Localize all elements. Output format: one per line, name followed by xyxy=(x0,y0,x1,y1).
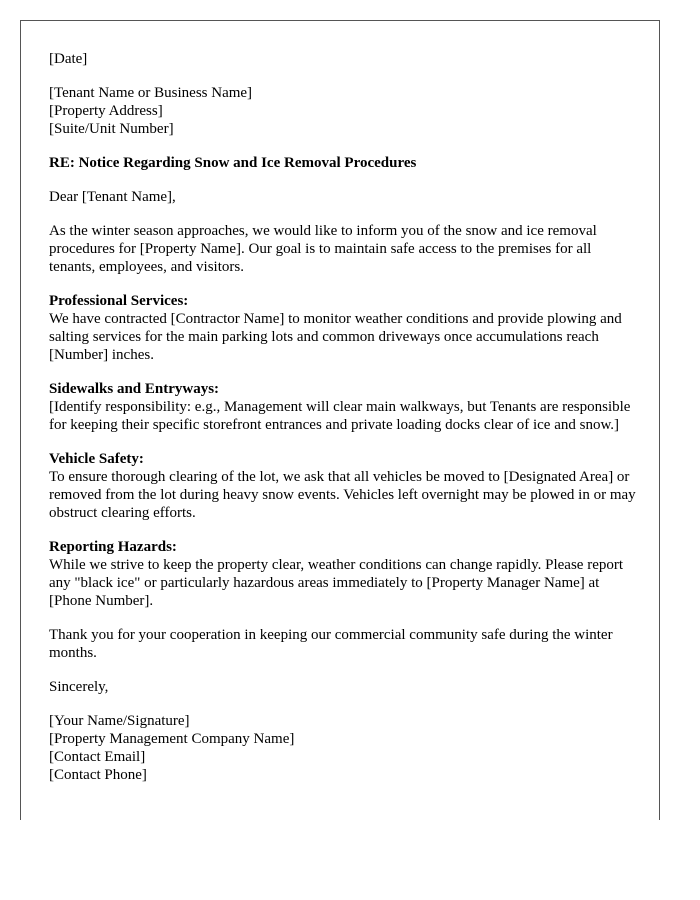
section-heading: Professional Services: xyxy=(49,293,189,309)
subject-block xyxy=(49,154,641,172)
section-body: [Identify responsibility: e.g., Management will clear main walkways, but Tenants are responsible for keeping their specific storefront entrances and private loading docks clear of ice and snow.] xyxy=(49,399,631,433)
signature-block xyxy=(49,712,641,784)
section-reporting-hazards xyxy=(49,538,641,610)
section-body: We have contracted [Contractor Name] to monitor weather conditions and provide plowing and salting services for the main parking lots and common driveways once accumulations reach [Number] inches. xyxy=(49,311,622,363)
section-heading: Vehicle Safety: xyxy=(49,451,144,467)
closing-paragraph: Thank you for your cooperation in keeping our commercial community safe during the winter months. xyxy=(49,627,613,661)
date-block xyxy=(49,50,641,68)
subject-line: RE: Notice Regarding Snow and Ice Removal Procedures xyxy=(49,155,417,171)
letter-page xyxy=(20,20,660,820)
intro-paragraph: As the winter season approaches, we would like to inform you of the snow and ice removal procedures for [Property Name]. Our goal is to maintain safe access to the premises for all tenants, employees, and visitors. xyxy=(49,223,597,275)
section-professional-services xyxy=(49,292,641,364)
section-heading: Reporting Hazards: xyxy=(49,539,177,555)
section-heading: Sidewalks and Entryways: xyxy=(49,381,220,397)
section-body: To ensure thorough clearing of the lot, we ask that all vehicles be moved to [Designated Area] or removed from the lot during heavy snow events. Vehicles left overnight may be plowed in or may obstruct clearing efforts. xyxy=(49,469,636,521)
closing-block xyxy=(49,678,641,696)
section-vehicle-safety xyxy=(49,450,641,522)
recipient-name: [Tenant Name or Business Name] xyxy=(49,85,253,101)
letter-date: [Date] xyxy=(49,51,88,67)
recipient-block xyxy=(49,84,641,138)
closing: Sincerely, xyxy=(49,679,109,695)
recipient-address: [Property Address] xyxy=(49,103,163,119)
signature-name: [Your Name/Signature] xyxy=(49,713,190,729)
signature-company: [Property Management Company Name] xyxy=(49,731,295,747)
recipient-unit: [Suite/Unit Number] xyxy=(49,121,174,137)
signature-email: [Contact Email] xyxy=(49,749,146,765)
salutation-block xyxy=(49,188,641,206)
letter-body xyxy=(49,50,641,800)
section-body: While we strive to keep the property clear, weather conditions can change rapidly. Please report any "black ice" or particularly hazardous areas immediately to [Property Manager Name] at [Phone Number]. xyxy=(49,557,624,609)
salutation: Dear [Tenant Name], xyxy=(49,189,176,205)
section-sidewalks-entryways xyxy=(49,380,641,434)
signature-phone: [Contact Phone] xyxy=(49,767,147,783)
